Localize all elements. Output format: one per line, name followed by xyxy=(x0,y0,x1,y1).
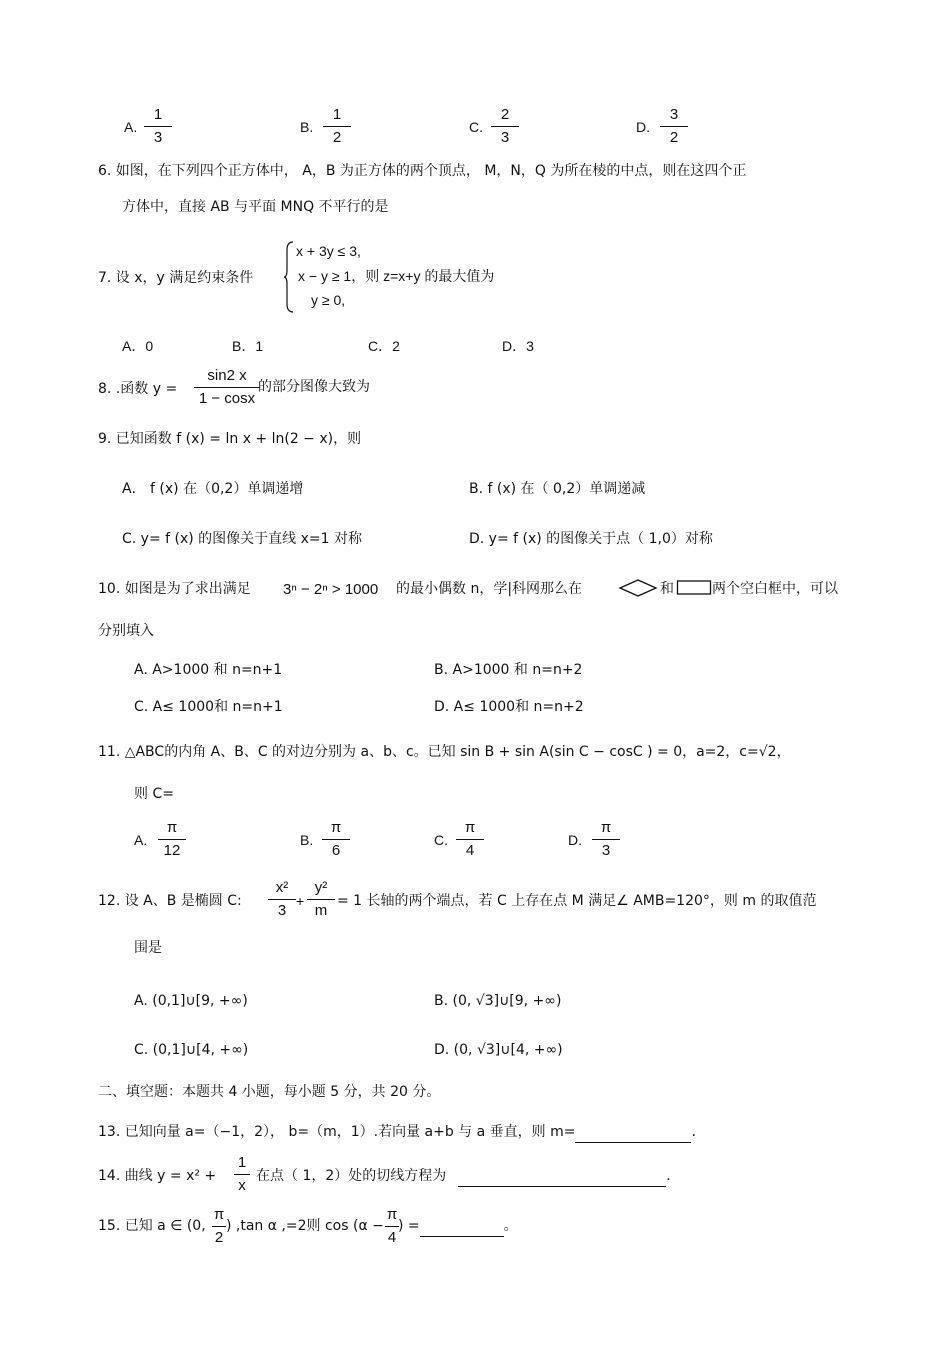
diamond-box-icon xyxy=(618,578,658,598)
q10-text-b: 的最小偶数 n，学|科网那么在 xyxy=(396,581,583,597)
q12-fraction-y: y² m xyxy=(301,879,341,920)
q12-line2: 围是 xyxy=(134,940,162,956)
q14-fraction: 1 x xyxy=(222,1154,262,1195)
q11-line2: 则 C= xyxy=(134,786,174,802)
q11-opt-c-label: C. xyxy=(434,832,448,848)
q15-answer-blank[interactable] xyxy=(420,1216,504,1237)
rectangle-box-icon xyxy=(676,579,712,597)
q10-inequality: 3ⁿ − 2ⁿ > 1000 xyxy=(283,581,379,598)
q12-opt-c: C. (0,1]∪[4, +∞) xyxy=(134,1042,249,1058)
q12-text-a: 12. 设 A、B 是椭圆 C: xyxy=(98,893,242,909)
q12-text-b: = 1 长轴的两个端点，若 C 上存在点 M 满足∠ AMB=120°，则 m 的取值范 xyxy=(337,893,817,909)
q7-opt-d: D．3 xyxy=(502,338,534,354)
q11-opt-b-fraction: π 6 xyxy=(316,819,356,860)
q5-opt-b-fraction: 1 2 xyxy=(317,106,357,147)
q6-line1: 6. 如图，在下列四个正方体中， A，B 为正方体的两个顶点， M，N，Q 为所在棱的中点，则在这四个正 xyxy=(98,163,747,179)
q9-opt-b: B. f (x) 在（ 0,2）单调递减 xyxy=(469,481,646,497)
q14-answer-blank[interactable] xyxy=(458,1166,666,1187)
q12-opt-b: B. (0, √3]∪[9, +∞) xyxy=(434,993,562,1009)
q7-opt-c: C．2 xyxy=(368,338,400,354)
q7-constraint-2: x − y ≥ 1，则 z=x+y 的最大值为 xyxy=(298,268,495,284)
q15-text-b: ) ,tan α ,=2则 cos (α − xyxy=(226,1218,384,1234)
q5-opt-d-fraction: 3 2 xyxy=(654,106,694,147)
q8-prefix: 8. .函数 y = xyxy=(98,381,178,397)
q13-text: 13. 已知向量 a=（−1，2）， b=（m，1）.若向量 a+b 与 a 垂直，则 m= . xyxy=(98,1122,696,1143)
q14-text-a: 14. 曲线 y = x² + xyxy=(98,1168,217,1184)
q11-opt-d-fraction: π 3 xyxy=(586,819,626,860)
q12-opt-d: D. (0, √3]∪[4, +∞) xyxy=(434,1042,563,1058)
q5-opt-d-label: D. xyxy=(636,119,650,135)
q10-text-d: 两个空白框中，可以 xyxy=(712,581,838,597)
q5-opt-c-label: C. xyxy=(469,119,483,135)
q14-text-b: 在点（ 1，2）处的切线方程为 . xyxy=(256,1166,671,1187)
q9-opt-c: C. y= f (x) 的图像关于直线 x=1 对称 xyxy=(122,531,363,547)
q5-opt-a-label: A. xyxy=(124,119,138,135)
q7-stem: 7. 设 x，y 满足约束条件 xyxy=(98,270,254,286)
q9-stem: 9. 已知函数 f (x) = ln x + ln(2 − x)，则 xyxy=(98,431,362,447)
q5-opt-a-fraction: 1 3 xyxy=(138,106,178,147)
q9-opt-a: A． f (x) 在（0,2）单调递增 xyxy=(122,481,304,497)
q11-stem: 11. △ABC的内角 A、B、C 的对边分别为 a、b、c。已知 sin B + sin A(sin C − cosC ) = 0，a=2，c=√2， xyxy=(98,744,791,760)
q6-line2: 方体中，直接 AB 与平面 MNQ 不平行的是 xyxy=(122,199,389,215)
q10-opt-d: D. A≤ 1000和 n=n+2 xyxy=(434,699,584,715)
q15-text-a: 15. 已知 a ∈ (0, xyxy=(98,1218,206,1234)
q11-opt-a-fraction: π 12 xyxy=(152,819,192,860)
q7-constraint-3: y ≥ 0, xyxy=(311,292,346,308)
q11-opt-c-fraction: π 4 xyxy=(450,819,490,860)
q10-opt-c: C. A≤ 1000和 n=n+1 xyxy=(134,699,283,715)
brace-icon xyxy=(283,240,295,314)
q10-opt-b: B. A>1000 和 n=n+2 xyxy=(434,662,583,678)
q15-text-c: ) = 。 xyxy=(398,1216,518,1237)
q11-opt-d-label: D. xyxy=(568,832,582,848)
q7-opt-a: A．0 xyxy=(122,338,154,354)
q12-opt-a: A. (0,1]∪[9, +∞) xyxy=(134,993,248,1009)
q12-fraction-x: x² 3 xyxy=(262,879,302,920)
q15-fraction-2: π 4 xyxy=(386,1206,398,1246)
q7-opt-b: B．1 xyxy=(232,338,264,354)
q5-opt-b-label: B. xyxy=(300,119,314,135)
q10-line2: 分别填入 xyxy=(98,623,154,639)
q12-plus: + xyxy=(296,893,305,909)
q8-suffix: 的部分图像大致为 xyxy=(258,379,370,395)
q8-fraction: sin2 x 1 − cosx xyxy=(192,367,262,408)
q11-opt-b-label: B. xyxy=(300,832,314,848)
q10-text-c: 和 xyxy=(660,581,674,597)
q5-opt-c-fraction: 2 3 xyxy=(485,106,525,147)
q7-constraint-1: x + 3y ≤ 3, xyxy=(296,243,361,259)
q10-opt-a: A. A>1000 和 n=n+1 xyxy=(134,662,283,678)
q10-text-a: 10. 如图是为了求出满足 xyxy=(98,581,251,597)
q11-opt-a-label: A. xyxy=(134,832,148,848)
q9-opt-d: D. y= f (x) 的图像关于点（ 1,0）对称 xyxy=(469,531,713,547)
section-heading: 二、填空题：本题共 4 小题，每小题 5 分，共 20 分。 xyxy=(98,1084,441,1100)
q13-answer-blank[interactable] xyxy=(575,1122,691,1143)
q15-fraction-1: π 2 xyxy=(213,1206,225,1246)
